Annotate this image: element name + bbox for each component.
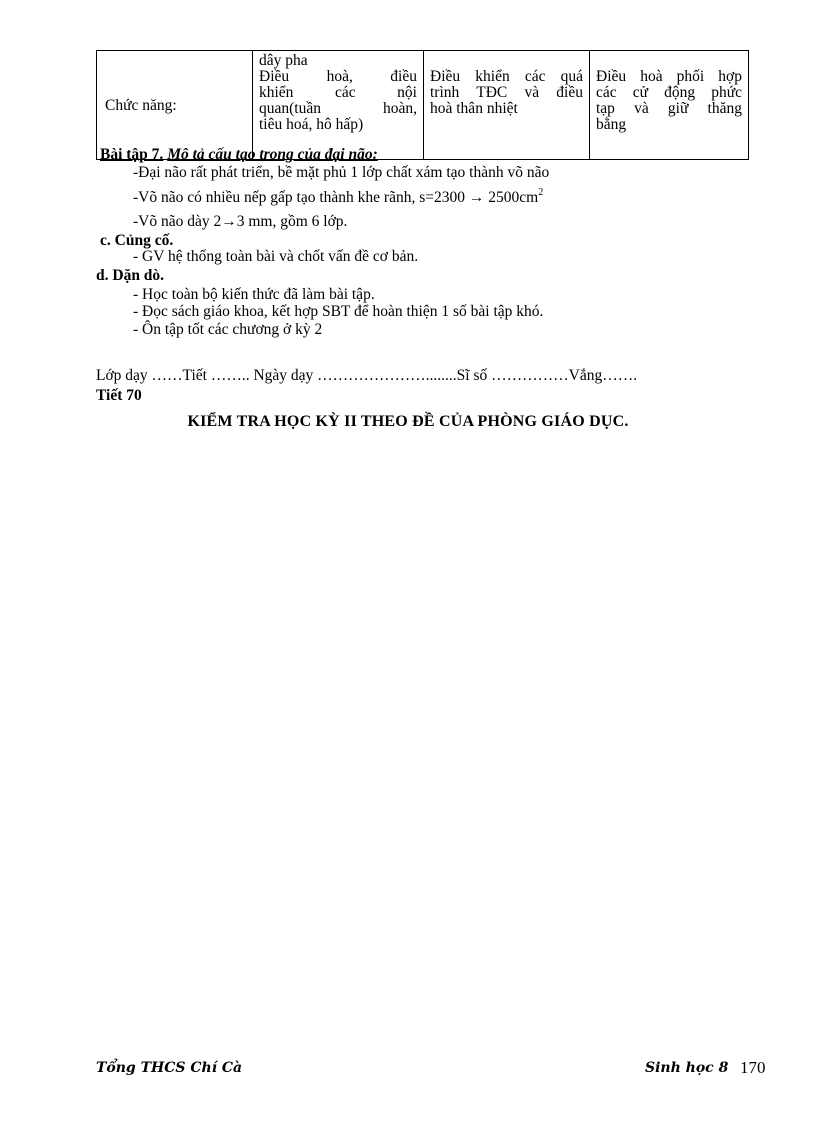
row-label: Chức năng: [97,51,253,160]
consolidate-heading: c. Củng cố. [100,232,174,249]
table-cell-col3 [590,51,749,160]
exercise-title: Mô tả cấu tạo trong của đại não: [167,146,378,163]
homework-heading: d. Dặn dò. [96,267,165,284]
consolidate-item: - GV hệ thống toàn bài và chốt vấn đề cơ bản. [133,248,419,265]
cell-text: quan(tuần hoàn, [259,100,417,117]
exercise-item: -Đại não rất phát triển, bề mặt phủ 1 lớp chất xám tạo thành võ não [133,164,550,181]
function-table [96,50,749,160]
cell-text: khiển các nội [259,84,417,101]
footer-school: Tổng THCS Chí Cà [96,1060,243,1076]
cell-text: tiêu hoá, hô hấp) [259,116,364,133]
cell-text: dây pha [259,53,308,69]
cell-text: các cử động phức [596,84,742,101]
homework-item: - Học toàn bộ kiến thức đã làm bài tập. [133,286,375,303]
cell-text: tạp và giữ thăng [596,100,742,117]
exercise-item: -Võ não dày 2→3 mm, gồm 6 lớp. [133,213,348,230]
exam-heading: KIỂM TRA HỌC KỲ II THEO ĐỀ CỦA PHÒNG GIÁO DỤC. [187,413,629,430]
table-cell-col1 [253,51,424,160]
footer-subject: Sinh học 8 [645,1060,729,1076]
table-row [97,51,749,160]
cell-text: Điều hoà phối hợp [596,68,742,85]
class-info-line: Lớp dạy ……Tiết …….. Ngày dạy …………………........Sĩ số ……………Vắng……. [96,367,638,384]
lesson-number: Tiết 70 [96,387,142,404]
cell-text: Điều hoà, điều [259,68,417,85]
homework-item: - Ôn tập tốt các chương ở kỳ 2 [133,321,323,338]
page-number: 170 [740,1058,766,1077]
cell-text: bằng [596,116,627,133]
cell-text: hoà thân nhiệt [430,100,518,117]
exercise-number: Bài tập 7. [100,146,164,163]
exercise-item: -Võ não có nhiều nếp gấp tạo thành khe rãnh, $s=2300 \to 2500cm^2$ [133,187,544,206]
exercise-heading [100,146,378,164]
homework-item: - Đọc sách giáo khoa, kết hợp SBT để hoàn thiện 1 số bài tập khó. [133,303,544,320]
table-cell-col2 [424,51,590,160]
cell-text: Điều khiển các quá [430,68,583,85]
superscript: 2 [538,187,544,198]
cell-text: trình TĐC và điều [430,84,583,101]
